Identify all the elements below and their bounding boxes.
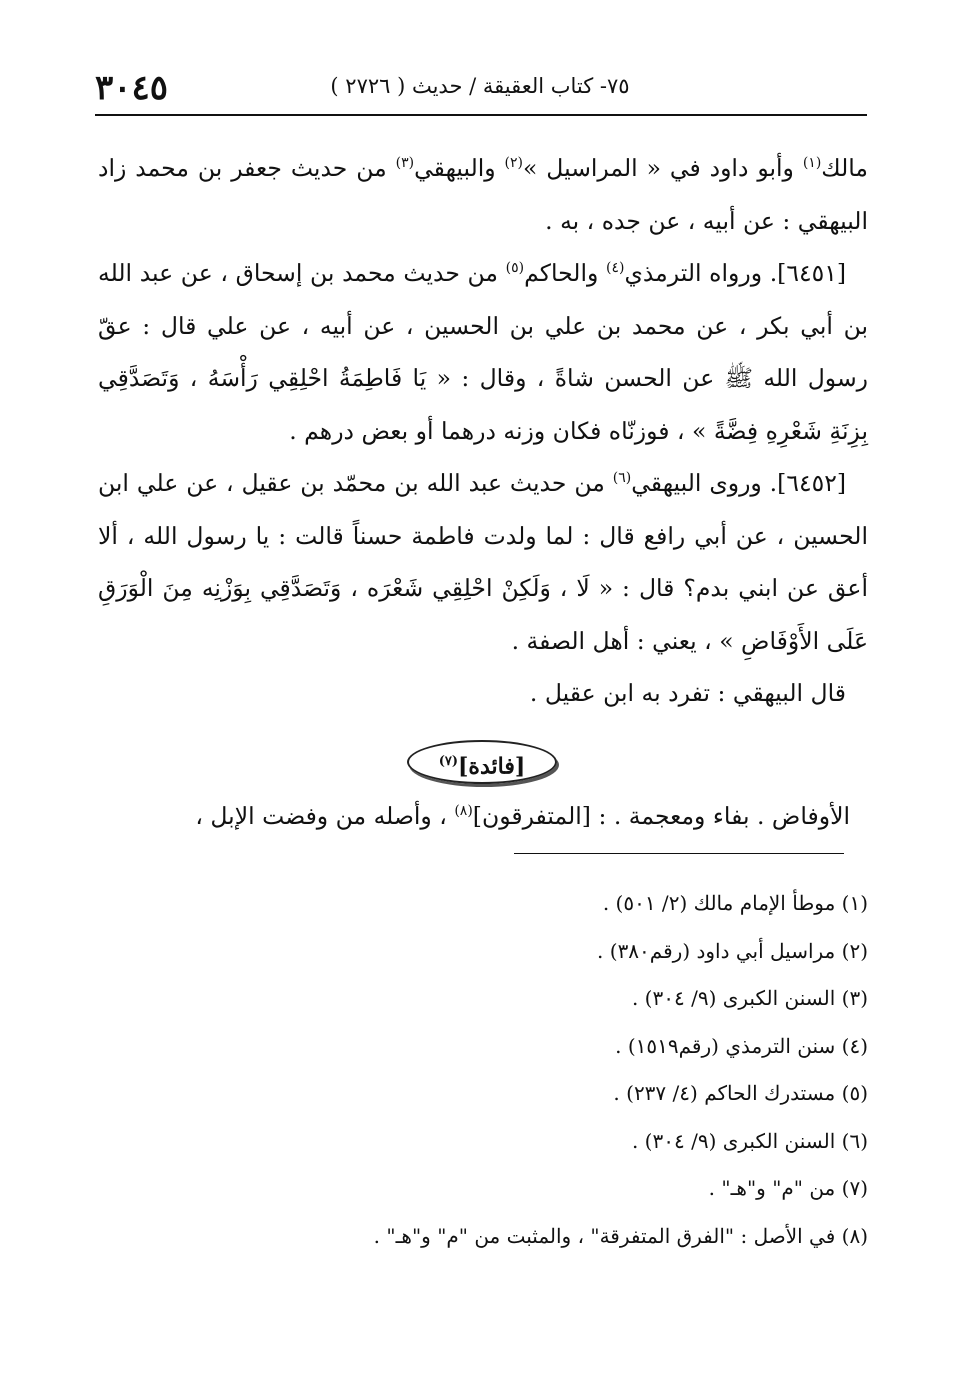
main-text [98, 142, 868, 720]
benefit-title: [فائدة] [458, 753, 526, 780]
text-run: [٦٤٥١]. ورواه الترمذي [624, 259, 847, 287]
footnote-item: (٧) من "م" و"هـ" . [708, 1176, 868, 1200]
footnote-ref[interactable]: (٦) [612, 470, 632, 487]
footnote-divider [514, 853, 844, 854]
text-run: والحاكم [524, 259, 606, 287]
benefit-heading-row [0, 740, 955, 784]
paragraph-malik [98, 142, 868, 247]
benefit-heading-badge [407, 740, 557, 784]
text-run: من حديث عبد الله بن محمّد بن عقيل ، عن علي ابن الحسين ، عن أبي رافع قال : لما ولدت فاطمة حسناً قالت : يا رسول الله ، ألا أعق عن ابني بدم؟ قال : « لَا ، وَلَكِنْ احْلِقِي شَعْرَه ، وَتَصَدَّقِي بِوَزْنِه مِنَ الْوَرَقِ عَلَى الأَوْفَاضِ » ، يعني : أهل الصفة . [98, 469, 868, 655]
footnote-item: (٦) السنن الكبرى (٩/ ٣٠٤) . [631, 1128, 868, 1153]
paragraph-6451 [98, 247, 868, 457]
footnote-ref[interactable]: (٢) [504, 155, 524, 172]
text-run: من حديث محمد بن إسحاق ، عن عبد الله بن أبي بكر ، عن محمد بن علي بن الحسين ، عن أبيه ، عن علي قال : عقّ رسول الله ﷺ عن الحسن شاةً ، وقال : « يَا فَاطِمَةُ احْلِقِي رَأْسَهُ ، وَتَصَدَّقِي بِزِنَةِ شَعْرِهِ فِضَّةً » ، فوزنّاه فكان وزنه درهما أو بعض درهم . [98, 259, 868, 445]
footnote-item: (٤) سنن الترمذي (رقم١٥١٩) . [615, 1033, 868, 1058]
footnote-ref[interactable]: (٧) [438, 754, 459, 769]
footnote-ref[interactable]: (٨) [454, 803, 473, 820]
paragraph-6452 [98, 457, 868, 667]
benefit-text [98, 796, 850, 836]
footnote-item: (٣) السنن الكبرى (٩/ ٣٠٤) . [631, 986, 868, 1010]
footnote-ref[interactable]: (٤) [605, 260, 625, 277]
footnote-item: (٥) مستدرك الحاكم (٤/ ٢٣٧) . [613, 1081, 868, 1105]
header-divider [95, 114, 867, 116]
text-run: والبيهقي [414, 154, 505, 182]
page-header [95, 66, 865, 110]
footnote-item: (١) موطأ الإمام مالك (٢/ ٥٠١) . [602, 891, 868, 915]
text-run: مالك [821, 154, 868, 182]
paragraph-bayhaqi-note: قال البيهقي : تفرد به ابن عقيل . [529, 679, 846, 707]
footnote-ref[interactable]: (١) [802, 155, 822, 172]
footnote-item: (٢) مراسيل أبي داود (رقم٣٨٠) . [597, 938, 868, 963]
text-run: [٦٤٥٢]. وروى البيهقي [631, 469, 846, 497]
text-run: الأوفاض . بفاء ومعجمة . : [المتفرقون] [472, 802, 850, 830]
text-run: من حديث جعفر بن محمد زاد البيهقي : عن أبيه ، عن جده ، به . [98, 154, 868, 235]
footnote-ref[interactable]: (٣) [395, 155, 415, 172]
footnotes-list [98, 880, 868, 1260]
running-head: ٧٥- كتاب العقيقة / حديث ( ٢٧٢٦ ) [330, 74, 630, 98]
text-run: ، وأصله من وفضت الإبل ، [195, 802, 455, 830]
footnote-item: (٨) في الأصل : "الفرق المتفرقة" ، والمثبت من "م" و"هـ" . [373, 1223, 868, 1248]
page-number: ٣٠٤٥ [95, 68, 169, 108]
text-run: وأبو داود في « المراسيل » [523, 154, 803, 182]
footnote-ref[interactable]: (٥) [505, 260, 525, 277]
